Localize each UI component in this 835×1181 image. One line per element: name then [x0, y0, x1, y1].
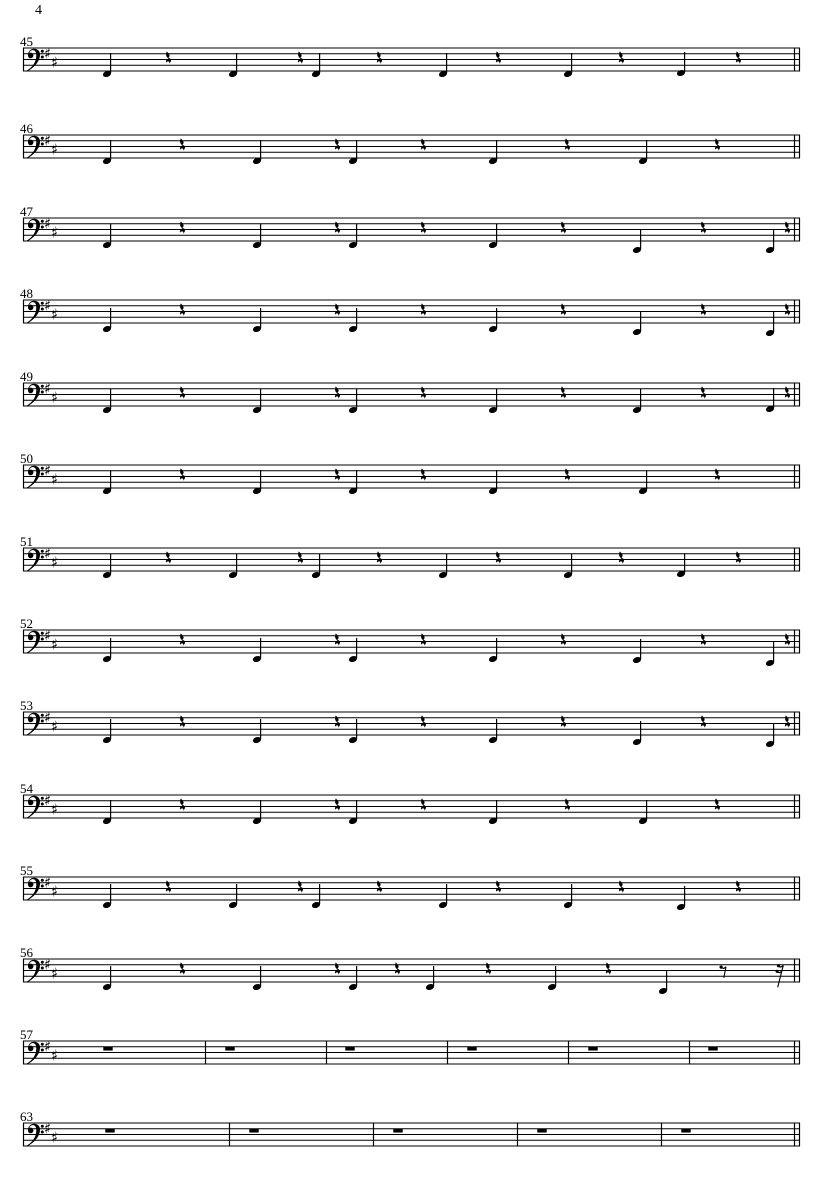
measure-number: 47 [20, 204, 33, 219]
measure-number: 53 [20, 698, 33, 713]
sharp-icon: ♯ [51, 223, 59, 242]
quarter-note [102, 719, 112, 744]
sharp-icon: ♯ [44, 1037, 52, 1056]
quarter-note [632, 229, 642, 254]
quarter-note [348, 224, 358, 249]
quarter-note [102, 389, 112, 414]
system-63 [20, 1109, 800, 1147]
quarter-note [252, 224, 262, 249]
measure-number: 54 [20, 781, 33, 796]
bass-clef-icon [26, 1124, 44, 1147]
quarter-note [547, 966, 557, 991]
quarter-note [311, 554, 321, 579]
quarter-note [488, 224, 498, 249]
quarter-note [438, 554, 448, 579]
quarter-note [632, 721, 642, 746]
system-54 [20, 781, 800, 825]
bass-clef-icon [26, 136, 44, 159]
quarter-note [438, 884, 448, 909]
system-47 [20, 204, 800, 254]
sharp-icon: ♯ [51, 305, 59, 324]
system-45 [20, 34, 800, 78]
quarter-note [102, 224, 112, 249]
sharp-icon: ♯ [51, 635, 59, 654]
measure-number: 45 [20, 34, 33, 49]
quarter-note [765, 312, 775, 337]
sharp-icon: ♯ [51, 882, 59, 901]
quarter-note [765, 229, 775, 254]
quarter-note [488, 719, 498, 744]
quarter-note [563, 884, 573, 909]
measure-number: 51 [20, 534, 33, 549]
whole-rest [708, 1047, 717, 1051]
sharp-icon: ♯ [44, 873, 52, 892]
sharp-icon: ♯ [51, 1128, 59, 1147]
sharp-icon: ♯ [44, 296, 52, 315]
quarter-note [425, 966, 435, 991]
sharp-icon: ♯ [51, 964, 59, 983]
whole-rest [345, 1047, 354, 1051]
system-53 [20, 698, 800, 748]
system-46 [20, 121, 800, 165]
page-number: 4 [35, 3, 42, 18]
sharp-icon: ♯ [51, 800, 59, 819]
quarter-note [102, 554, 112, 579]
bass-clef-icon [26, 878, 44, 901]
measure-number: 63 [20, 1109, 33, 1124]
system-56 [20, 945, 800, 995]
measure-number: 48 [20, 286, 33, 301]
bass-clef-icon [26, 1042, 44, 1065]
sharp-icon: ♯ [44, 44, 52, 63]
whole-rest [467, 1047, 476, 1051]
sharp-icon: ♯ [51, 553, 59, 572]
bass-clef-icon [26, 466, 44, 489]
whole-rest [249, 1129, 258, 1133]
sharp-icon: ♯ [51, 470, 59, 489]
quarter-note [252, 719, 262, 744]
system-55 [20, 863, 800, 911]
quarter-note [632, 639, 642, 664]
sharp-icon: ♯ [51, 388, 59, 407]
measure-number: 49 [20, 369, 33, 384]
quarter-note [632, 311, 642, 336]
bass-clef-icon [26, 301, 44, 324]
quarter-note [348, 719, 358, 744]
whole-rest [393, 1129, 402, 1133]
quarter-note [563, 554, 573, 579]
system-49 [20, 369, 800, 414]
quarter-note [102, 884, 112, 909]
measure-number: 55 [20, 863, 33, 878]
quarter-note [676, 886, 686, 911]
system-57 [20, 1027, 800, 1065]
quarter-note [252, 966, 262, 991]
bass-clef-icon [26, 713, 44, 736]
quarter-note [228, 884, 238, 909]
sharp-icon: ♯ [44, 626, 52, 645]
sharp-icon: ♯ [44, 461, 52, 480]
whole-rest [103, 1047, 112, 1051]
sharp-icon: ♯ [44, 791, 52, 810]
whole-rest [588, 1047, 597, 1051]
measure-number: 46 [20, 121, 33, 136]
sharp-icon: ♯ [51, 717, 59, 736]
whole-rest [537, 1129, 546, 1133]
quarter-note [102, 966, 112, 991]
quarter-note [765, 642, 775, 667]
system-51 [20, 534, 800, 579]
measure-number: 56 [20, 945, 33, 960]
sharp-icon: ♯ [44, 214, 52, 233]
quarter-note [488, 389, 498, 414]
sixteenth-rest [776, 964, 784, 987]
bass-clef-icon [26, 960, 44, 983]
quarter-note [676, 52, 686, 77]
bass-clef-icon [26, 796, 44, 819]
system-52 [20, 616, 800, 667]
sharp-icon: ♯ [44, 1119, 52, 1138]
whole-rest [105, 1129, 114, 1133]
sharp-icon: ♯ [44, 544, 52, 563]
sharp-icon: ♯ [44, 955, 52, 974]
quarter-note [632, 389, 642, 414]
quarter-note [348, 389, 358, 414]
measure-number: 50 [20, 451, 33, 466]
bass-clef-icon [26, 384, 44, 407]
quarter-note [252, 389, 262, 414]
whole-rest [225, 1047, 234, 1051]
whole-rest [681, 1129, 690, 1133]
sharp-icon: ♯ [44, 379, 52, 398]
quarter-note [348, 966, 358, 991]
measure-number: 52 [20, 616, 33, 631]
sharp-icon: ♯ [44, 708, 52, 727]
system-50 [20, 451, 800, 495]
sharp-icon: ♯ [51, 140, 59, 159]
quarter-note [228, 554, 238, 579]
quarter-note [311, 884, 321, 909]
bass-clef-icon [26, 219, 44, 242]
bass-clef-icon [26, 49, 44, 72]
bass-clef-icon [26, 549, 44, 572]
system-48 [20, 286, 800, 337]
sharp-icon: ♯ [44, 131, 52, 150]
sharp-icon: ♯ [51, 53, 59, 72]
sharp-icon: ♯ [51, 1046, 59, 1065]
quarter-note [765, 723, 775, 748]
bass-clef-icon [26, 631, 44, 654]
quarter-note [658, 970, 668, 995]
measure-number: 57 [20, 1027, 33, 1042]
